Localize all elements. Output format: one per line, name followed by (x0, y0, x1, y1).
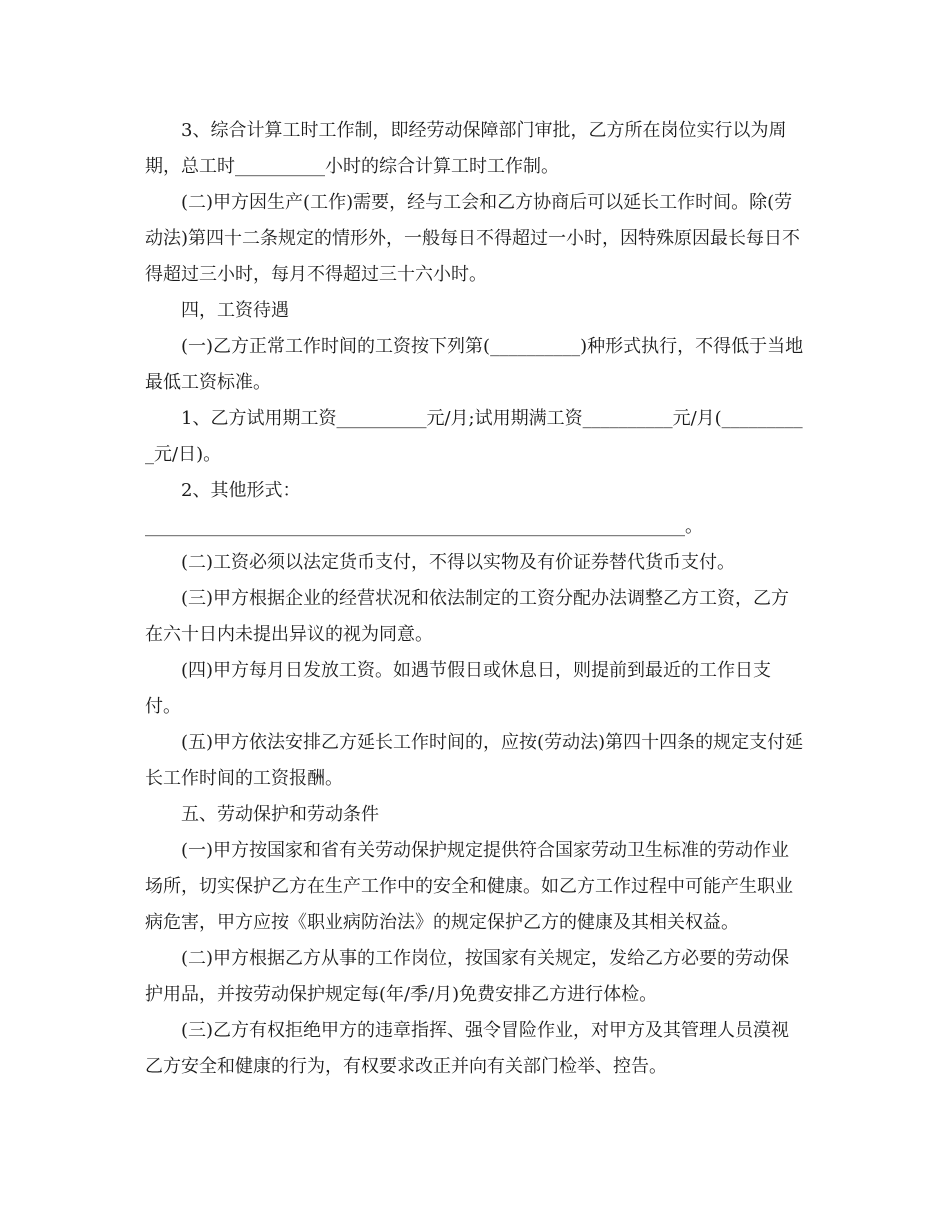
paragraph-payday: (四)甲方每月日发放工资。如遇节假日或休息日，则提前到最近的工作日支付。 (145, 660, 772, 717)
paragraph-protective-equipment: (二)甲方根据乙方从事的工作岗位，按国家有关规定，发给乙方必要的劳动保护用品，并按劳动保护规定每(年/季/月)免费安排乙方进行体检。 (145, 948, 790, 1005)
paragraph-overtime-extension: (二)甲方因生产(工作)需要，经与工会和乙方协商后可以延长工作时间。除(劳动法)第四十二条规定的情形外，一般每日不得超过一小时，因特殊原因最长每日不得超过三小时，每月不得超过三十六小时。 (145, 192, 801, 285)
paragraph-legal-currency: (二)工资必须以法定货币支付，不得以实物及有价证券替代货币支付。 (181, 552, 736, 573)
blank-fill-line: ____________________________________________________________。 (145, 516, 703, 537)
paragraph-wage-adjustment: (三)甲方根据企业的经营状况和依法制定的工资分配办法调整乙方工资，乙方在六十日内未提出异议的视为同意。 (145, 588, 790, 645)
paragraph-wage-form: (一)乙方正常工作时间的工资按下列第(__________)种形式执行，不得低于当地最低工资标准。 (145, 336, 804, 393)
section-heading-wages: 四，工资待遇 (181, 300, 289, 321)
paragraph-workplace-safety: (一)甲方按国家和省有关劳动保护规定提供符合国家劳动卫生标准的劳动作业场所，切实保护乙方在生产工作中的安全和健康。如乙方工作过程中可能产生职业病危害，甲方应按《职业病防治法》的规定保护乙方的健康及其相关权益。 (145, 840, 793, 933)
document-body (145, 113, 805, 1085)
paragraph-other-forms: 2、其他形式： (181, 480, 301, 501)
paragraph-right-to-refuse: (三)乙方有权拒绝甲方的违章指挥、强令冒险作业，对甲方及其管理人员漠视乙方安全和健康的行为，有权要求改正并向有关部门检举、控告。 (145, 1020, 790, 1077)
paragraph-overtime-pay: (五)甲方依法安排乙方延长工作时间的，应按(劳动法)第四十四条的规定支付延长工作时间的工资报酬。 (145, 732, 804, 789)
paragraph-probation-wage: 1、乙方试用期工资__________元/月;试用期满工资__________元/月(__________元/日)。 (145, 408, 803, 465)
section-heading-labor-protection: 五、劳动保护和劳动条件 (181, 804, 379, 825)
paragraph-comprehensive-hours: 3、综合计算工时工作制，即经劳动保障部门审批，乙方所在岗位实行以为周期，总工时__________小时的综合计算工时工作制。 (145, 120, 787, 177)
